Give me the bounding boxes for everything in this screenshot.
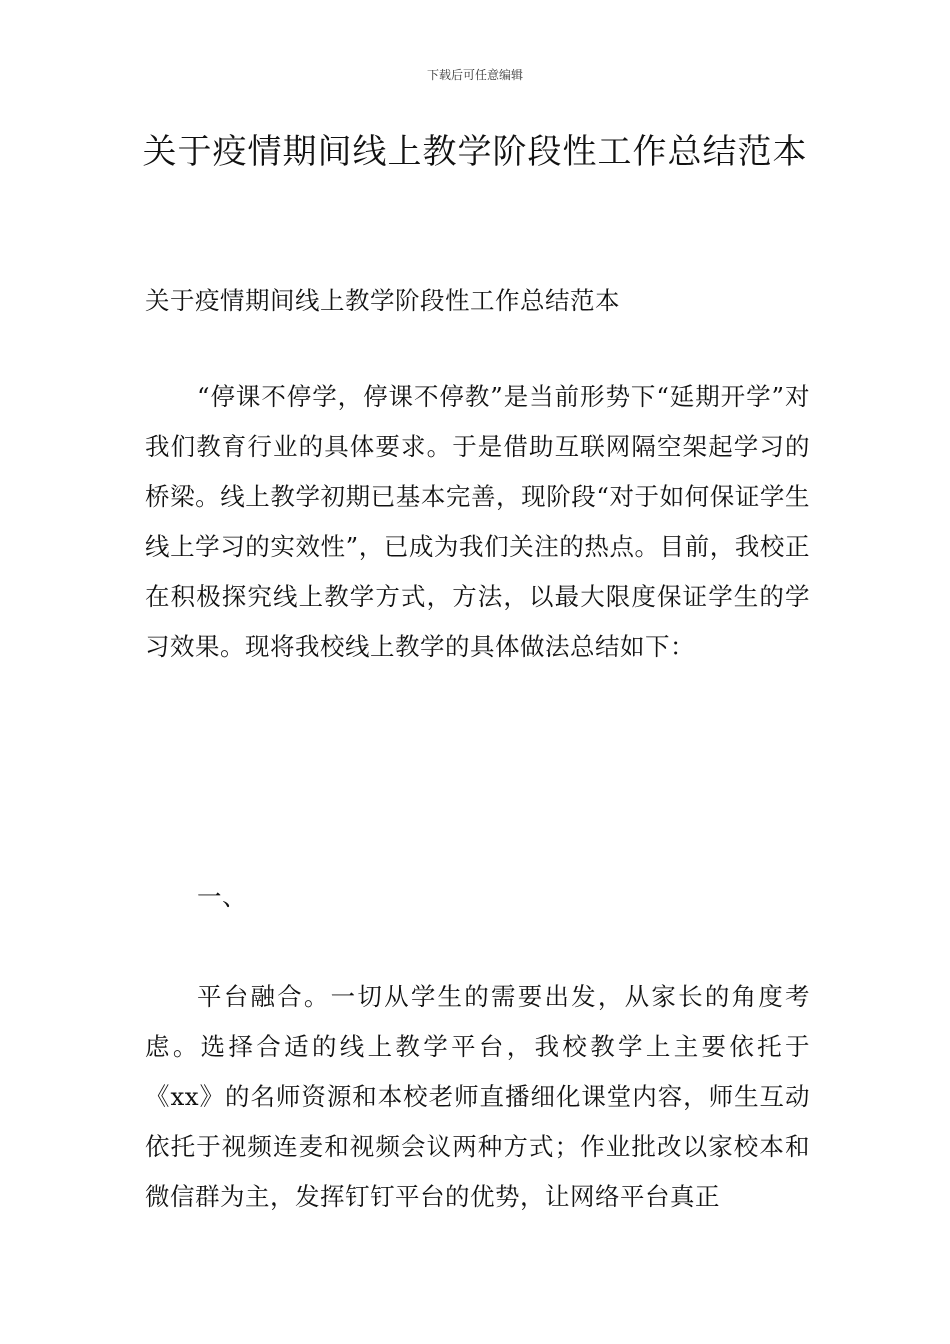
section-number: 一、 <box>197 882 247 911</box>
document-title: 关于疫情期间线上教学阶段性工作总结范本 <box>142 132 808 172</box>
header-note: 下载后可任意编辑 <box>426 68 523 82</box>
paragraph-intro: “停课不停学，停课不停教”是当前形势下“延期开学”对我们教育行业的具体要求。于是借助互联网隔空架起学习的桥梁。线上教学初期已基本完善，现阶段“对于如何保证学生线上学习的实效性”，已成为我们关注的热点。目前，我校正在积极探究线上教学方式，方法，以最大限度保证学生的学习效果。现将我校线上教学的具体做法总结如下： <box>145 382 810 661</box>
document-subtitle: 关于疫情期间线上教学阶段性工作总结范本 <box>145 286 620 315</box>
paragraph-platform: 平台融合。一切从学生的需要出发，从家长的角度考虑。选择合适的线上教学平台，我校教学上主要依托于《xx》的名师资源和本校老师直播细化课堂内容，师生互动依托于视频连麦和视频会议两种方式；作业批改以家校本和微信群为主，发挥钉钉平台的优势，让网络平台真正 <box>145 982 810 1211</box>
